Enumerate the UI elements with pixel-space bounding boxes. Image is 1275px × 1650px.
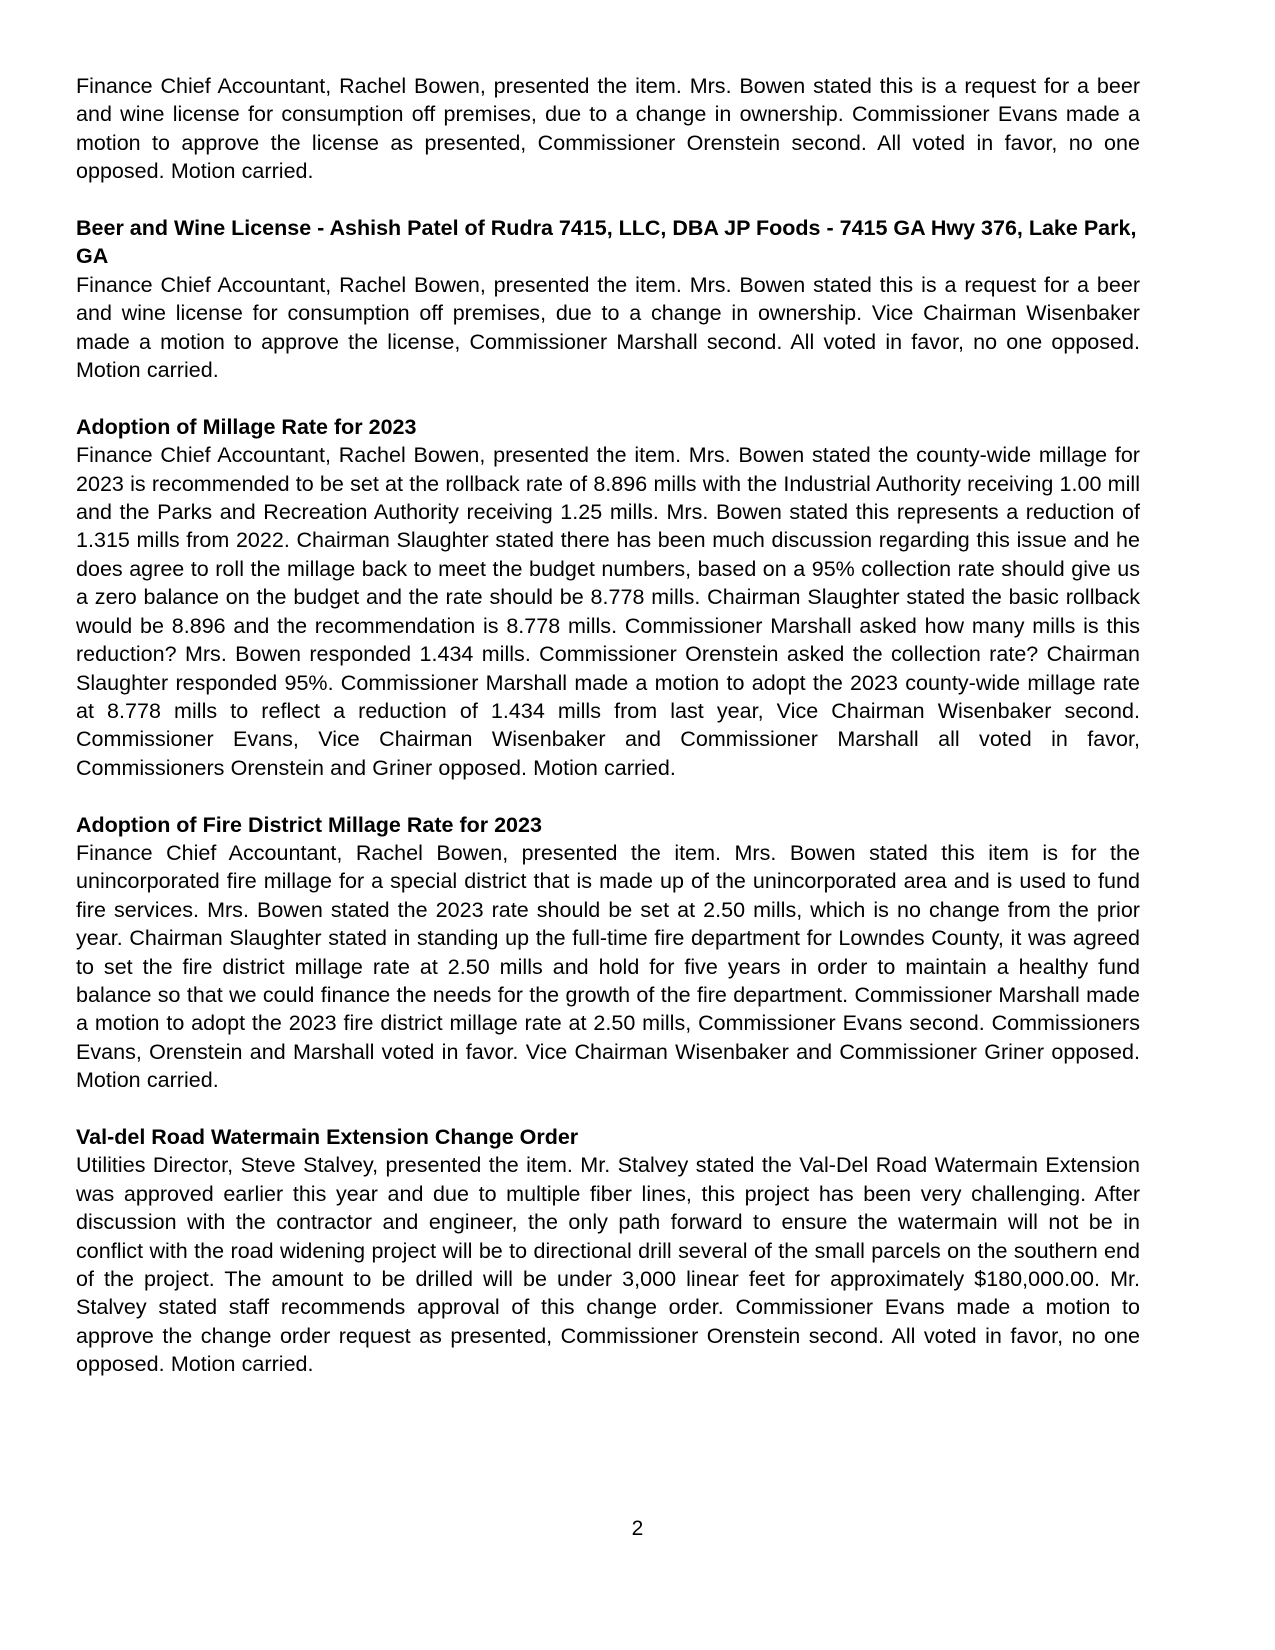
minutes-section [76, 811, 1140, 1095]
section-heading: Val-del Road Watermain Extension Change Order [76, 1124, 579, 1149]
section-heading: Adoption of Millage Rate for 2023 [76, 414, 417, 439]
section-body-text: Finance Chief Accountant, Rachel Bowen, presented the item. Mrs. Bowen stated this is a request for a beer and wine license for consumption off premises, due to a change in ownership. Commissioner Evans made a motion to approve the license as presented, Commissioner Orenstein second. All voted in favor, no one opposed. Motion carried. [76, 74, 1140, 184]
minutes-section [76, 214, 1140, 384]
minutes-section [76, 1123, 1140, 1379]
section-body-text: Finance Chief Accountant, Rachel Bowen, presented the item. Mrs. Bowen stated this item is for the unincorporated fire millage for a special district that is made up of the unincorporated area and is used to fund fire services. Mrs. Bowen stated the 2023 rate should be set at 2.50 mills, which is no change from the prior year. Chairman Slaughter stated in standing up the full-time fire department for Lowndes County, it was agreed to set the fire district millage rate at 2.50 mills and hold for five years in order to maintain a healthy fund balance so that we could finance the needs for the growth of the fire department. Commissioner Marshall made a motion to adopt the 2023 fire district millage rate at 2.50 mills, Commissioner Evans second. Commissioners Evans, Orenstein and Marshall voted in favor. Vice Chairman Wisenbaker and Commissioner Griner opposed. Motion carried. [76, 840, 1140, 1093]
document-body [76, 72, 1140, 1379]
section-heading: Beer and Wine License - Ashish Patel of Rudra 7415, LLC, DBA JP Foods - 7415 GA Hwy 376, Lake Park, GA [76, 216, 1137, 269]
section-body-text: Finance Chief Accountant, Rachel Bowen, presented the item. Mrs. Bowen stated the county-wide millage for 2023 is recommended to be set at the rollback rate of 8.896 mills with the Industrial Authority receiving 1.00 mill and the Parks and Recreation Authority receiving 1.25 mills. Mrs. Bowen stated this represents a reduction of 1.315 mills from 2022. Chairman Slaughter stated there has been much discussion regarding this issue and he does agree to roll the millage back to meet the budget numbers, based on a 95% collection rate should give us a zero balance on the budget and the rate should be 8.778 mills. Chairman Slaughter stated the basic rollback would be 8.896 and the recommendation is 8.778 mills. Commissioner Marshall asked how many mills is this reduction? Mrs. Bowen responded 1.434 mills. Commissioner Orenstein asked the collection rate? Chairman Slaughter responded 95%. Commissioner Marshall made a motion to adopt the 2023 county-wide millage rate at 8.778 mills to reflect a reduction of 1.434 mills from last year, Vice Chairman Wisenbaker second. Commissioner Evans, Vice Chairman Wisenbaker and Commissioner Marshall all voted in favor, Commissioners Orenstein and Griner opposed. Motion carried. [76, 443, 1140, 780]
minutes-section [76, 413, 1140, 782]
page-number: 2 [631, 1517, 644, 1540]
section-heading: Adoption of Fire District Millage Rate for 2023 [76, 812, 542, 837]
section-body-text: Utilities Director, Steve Stalvey, presented the item. Mr. Stalvey stated the Val-Del Road Watermain Extension was approved earlier this year and due to multiple fiber lines, this project has been very challenging. After discussion with the contractor and engineer, the only path forward to ensure the watermain will not be in conflict with the road widening project will be to directional drill several of the small parcels on the southern end of the project. The amount to be drilled will be under 3,000 linear feet for approximately $180,000.00. Mr. Stalvey stated staff recommends approval of this change order. Commissioner Evans made a motion to approve the change order request as presented, Commissioner Orenstein second. All voted in favor, no one opposed. Motion carried. [76, 1153, 1140, 1377]
minutes-section [76, 72, 1140, 186]
section-body-text: Finance Chief Accountant, Rachel Bowen, presented the item. Mrs. Bowen stated this is a request for a beer and wine license for consumption off premises, due to a change in ownership. Vice Chairman Wisenbaker made a motion to approve the license, Commissioner Marshall second. All voted in favor, no one opposed. Motion carried. [76, 272, 1140, 383]
